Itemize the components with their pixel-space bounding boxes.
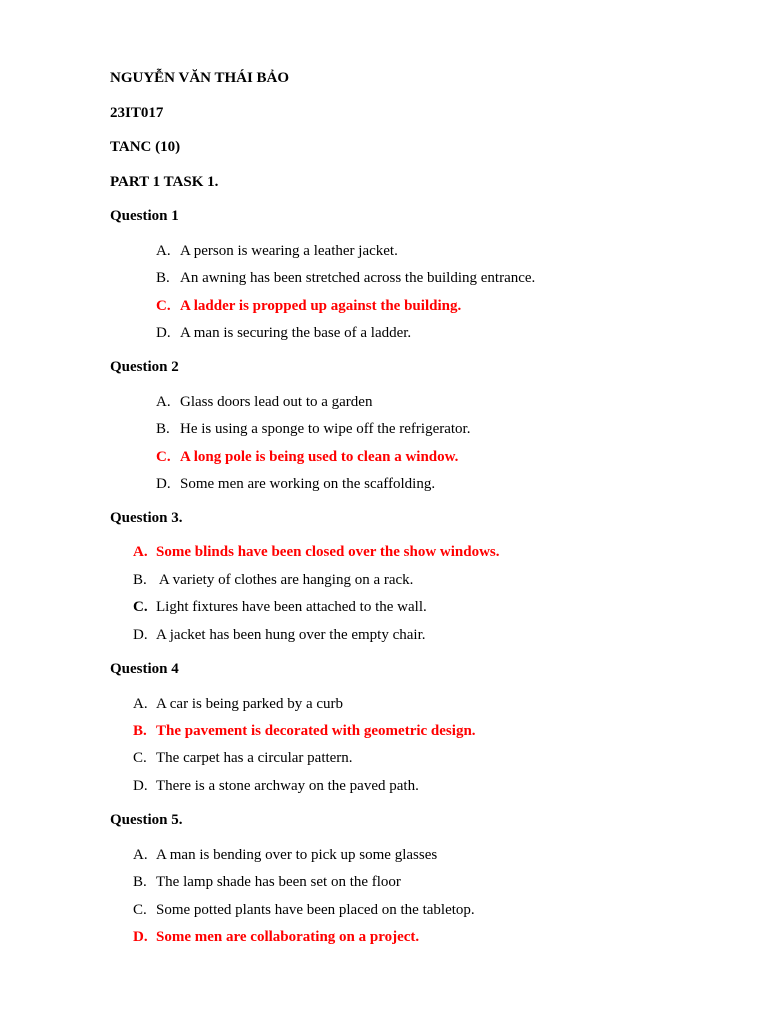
question-5-title: Question 5. xyxy=(110,812,183,828)
class-label: TANC (10) xyxy=(110,139,181,155)
question-5-option-b: B. The lamp shade has been set on the floor xyxy=(133,874,401,890)
question-5-option-c: C. Some potted plants have been placed on the tabletop. xyxy=(133,902,475,918)
question-3-option-b: B. A variety of clothes are hanging on a rack. xyxy=(133,572,414,588)
question-4-option-b-answer: B. The pavement is decorated with geometric design. xyxy=(133,723,476,739)
question-2-title: Question 2 xyxy=(110,359,179,375)
question-3-title: Question 3. xyxy=(110,510,183,526)
question-1-option-c-answer: C. A ladder is propped up against the building. xyxy=(156,298,462,314)
question-2-option-a: A. Glass doors lead out to a garden xyxy=(156,394,373,410)
question-3-option-d: D. A jacket has been hung over the empty chair. xyxy=(133,627,426,643)
question-1-option-d: D. A man is securing the base of a ladder. xyxy=(156,325,412,341)
question-1-title: Question 1 xyxy=(110,208,179,224)
question-4-option-c: C. The carpet has a circular pattern. xyxy=(133,750,353,766)
question-2-option-d: D. Some men are working on the scaffolding. xyxy=(156,476,436,492)
question-4-option-d: D. There is a stone archway on the paved path. xyxy=(133,778,419,794)
question-3-option-a-answer: A. Some blinds have been closed over the show windows. xyxy=(133,544,500,560)
question-4-title: Question 4 xyxy=(110,661,179,677)
student-name: NGUYỄN VĂN THÁI BẢO xyxy=(110,70,290,86)
question-1-option-a: A. A person is wearing a leather jacket. xyxy=(156,243,398,259)
question-1-option-b: B. An awning has been stretched across the building entrance. xyxy=(156,270,536,286)
question-5-option-d-answer: D. Some men are collaborating on a project. xyxy=(133,929,420,945)
student-id: 23IT017 xyxy=(110,105,164,121)
question-2-option-b: B. He is using a sponge to wipe off the refrigerator. xyxy=(156,421,471,437)
question-3-option-c: C. Light fixtures have been attached to the wall. xyxy=(133,599,427,615)
part-title: PART 1 TASK 1. xyxy=(110,174,219,190)
question-5-option-a: A. A man is bending over to pick up some glasses xyxy=(133,847,438,863)
question-2-option-c-answer: C. A long pole is being used to clean a window. xyxy=(156,449,459,465)
question-4-option-a: A. A car is being parked by a curb xyxy=(133,696,344,712)
